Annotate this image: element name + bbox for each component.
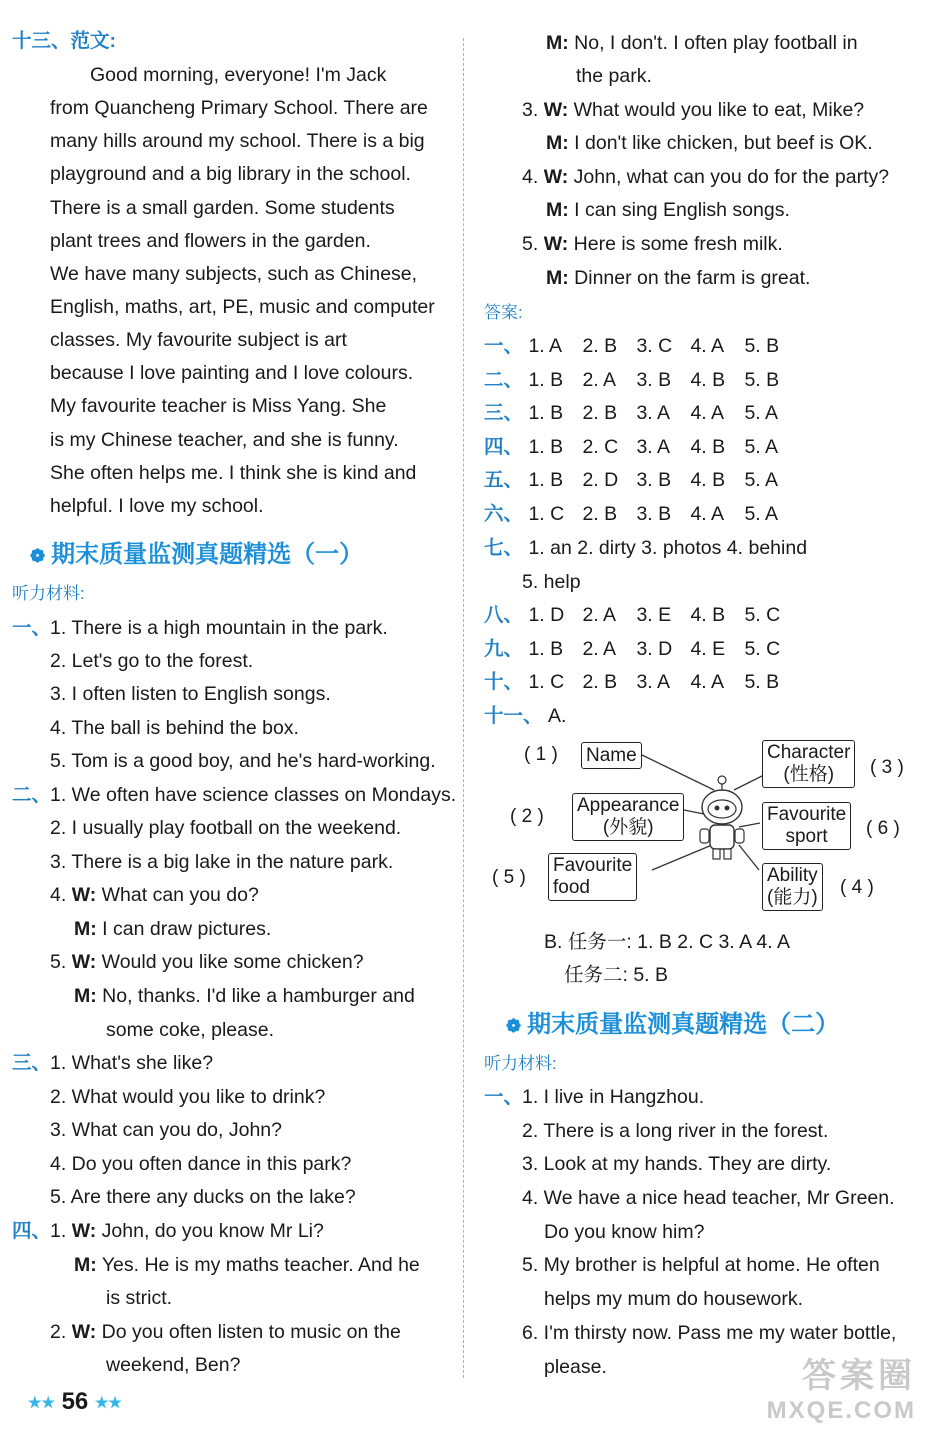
page-number: ★★ 56 ★★ (28, 1388, 122, 1415)
dialogue-line: the park. (576, 65, 652, 87)
list-item: 3. Look at my hands. They are dirty. (522, 1153, 832, 1175)
essay-line: plant trees and flowers in the garden. (50, 230, 371, 252)
paw-icon: ❁ (30, 546, 46, 566)
essay-line: many hills around my school. There is a big (50, 130, 425, 152)
favourite-sport-box: Favourite sport (762, 802, 851, 850)
listening-label: 听力材料: (484, 1054, 557, 1073)
list-item: 4. The ball is behind the box. (50, 717, 299, 739)
dialogue-line: 3. W: What would you like to eat, Mike? (522, 99, 865, 121)
essay-line: Good morning, everyone! I'm Jack (90, 64, 387, 86)
dialogue-line: M: No, thanks. I'd like a hamburger and (74, 985, 415, 1007)
dialogue-line: M: I can sing English songs. (546, 199, 790, 221)
appearance-box: Appearance (外貌) (572, 793, 684, 841)
blank-2: ( 2 ) (510, 806, 544, 827)
list-item: 5. Are there any ducks on the lake? (50, 1186, 356, 1208)
star-icon: ★ (41, 1394, 55, 1412)
column-divider (463, 38, 464, 1378)
essay-line: My favourite teacher is Miss Yang. She (50, 395, 387, 417)
list-item: 四、 (12, 1220, 52, 1242)
dialogue-line: M: Dinner on the farm is great. (546, 267, 811, 289)
answer-row: 一、 1. A 2. B 3. C 4. A 5. B (484, 335, 780, 357)
star-icon: ★ (94, 1394, 109, 1412)
dialogue-line: 1. W: John, do you know Mr Li? (50, 1220, 324, 1242)
essay-line: from Quancheng Primary School. There are (50, 97, 428, 119)
answer-row: 十一、 A. (484, 705, 567, 727)
list-item: 1. There is a high mountain in the park. (50, 617, 388, 639)
list-item: 2. What would you like to drink? (50, 1086, 326, 1108)
list-item: 4. Do you often dance in this park? (50, 1153, 352, 1175)
dialogue-line: 5. W: Would you like some chicken? (50, 951, 364, 973)
list-item: 2. Let's go to the forest. (50, 650, 254, 672)
watermark: 答案圈 MXQE.COM (766, 1357, 916, 1424)
dialogue-line: M: I can draw pictures. (74, 918, 272, 940)
list-item: 1. I live in Hangzhou. (522, 1086, 705, 1108)
listening-label: 听力材料: (12, 584, 85, 603)
list-item: 2. There is a long river in the forest. (522, 1120, 829, 1142)
list-item: 一、 (12, 617, 52, 639)
list-item: please. (544, 1356, 607, 1378)
answer-row: 六、 1. C 2. B 3. B 4. A 5. A (484, 503, 779, 525)
list-item: 5. My brother is helpful at home. He often (522, 1254, 880, 1276)
essay-line: classes. My favourite subject is art (50, 329, 347, 351)
answer-row: 三、 1. B 2. B 3. A 4. A 5. A (484, 402, 779, 424)
answer-row: 八、 1. D 2. A 3. E 4. B 5. C (484, 604, 781, 626)
list-item: 4. We have a nice head teacher, Mr Green. (522, 1187, 895, 1209)
essay-line: is my Chinese teacher, and she is funny. (50, 429, 399, 451)
dialogue-line: some coke, please. (106, 1019, 275, 1041)
blank-4: ( 4 ) (840, 877, 874, 898)
favourite-food-box: Favourite food (548, 853, 637, 901)
task-2-answers: 任务二: 5. B (564, 964, 669, 986)
list-item: 3. What can you do, John? (50, 1119, 282, 1141)
answer-row: 五、 1. B 2. D 3. B 4. B 5. A (484, 469, 779, 491)
blank-3: ( 3 ) (870, 757, 904, 778)
dialogue-line: M: Yes. He is my maths teacher. And he (74, 1254, 420, 1276)
dialogue-line: M: No, I don't. I often play football in (546, 32, 858, 54)
essay-line: We have many subjects, such as Chinese, (50, 263, 418, 285)
name-box: Name (581, 742, 642, 769)
essay-line: She often helps me. I think she is kind and (50, 462, 417, 484)
dialogue-line: 5. W: Here is some fresh milk. (522, 233, 783, 255)
answer-row: 十、 1. C 2. B 3. A 4. A 5. B (484, 671, 780, 693)
task-1-answers: B. 任务一: 1. B 2. C 3. A 4. A (544, 931, 791, 953)
answer-row: 5. help (522, 571, 581, 593)
star-icon: ★ (28, 1394, 42, 1412)
answer-row: 九、 1. B 2. A 3. D 4. E 5. C (484, 638, 781, 660)
star-icon: ★ (108, 1394, 122, 1412)
list-item: 2. I usually play football on the weekend. (50, 817, 402, 839)
dialogue-line: M: I don't like chicken, but beef is OK. (546, 132, 873, 154)
list-item: Do you know him? (544, 1221, 705, 1243)
list-item: 3. There is a big lake in the nature park. (50, 851, 394, 873)
blank-1: ( 1 ) (524, 744, 558, 765)
section-13-label: 十三、范文: (12, 30, 116, 52)
list-item: 1. We often have science classes on Mondays. (50, 784, 457, 806)
blank-6: ( 6 ) (866, 818, 900, 839)
answers-label: 答案: (484, 303, 523, 322)
blank-5: ( 5 ) (492, 867, 526, 888)
dialogue-line: weekend, Ben? (106, 1354, 241, 1376)
essay-line: There is a small garden. Some students (50, 197, 395, 219)
dialogue-line: 4. W: What can you do? (50, 884, 259, 906)
essay-line: English, maths, art, PE, music and computer (50, 296, 435, 318)
list-item: 5. Tom is a good boy, and he's hard-working. (50, 750, 436, 772)
essay-line: helpful. I love my school. (50, 495, 264, 517)
essay-line: playground and a big library in the school. (50, 163, 411, 185)
list-item: 6. I'm thirsty now. Pass me my water bottle, (522, 1322, 897, 1344)
answer-row: 二、 1. B 2. A 3. B 4. B 5. B (484, 369, 780, 391)
paw-icon: ❁ (506, 1016, 522, 1036)
section-heading-2: ❁ 期末质量监测真题精选（二） (506, 1011, 840, 1038)
list-item: 3. I often listen to English songs. (50, 683, 331, 705)
essay-line: because I love painting and I love colours. (50, 362, 414, 384)
dialogue-line: 4. W: John, what can you do for the party? (522, 166, 890, 188)
section-heading-1: ❁ 期末质量监测真题精选（一） (30, 541, 364, 568)
ability-box: Ability (能力) (762, 863, 823, 911)
answer-row: 四、 1. B 2. C 3. A 4. B 5. A (484, 436, 779, 458)
dialogue-line: is strict. (106, 1287, 173, 1309)
dialogue-line: 2. W: Do you often listen to music on the (50, 1321, 401, 1343)
list-item: 二、 (12, 784, 52, 806)
list-item: helps my mum do housework. (544, 1288, 804, 1310)
list-item: 1. What's she like? (50, 1052, 214, 1074)
list-item: 一、 (484, 1086, 524, 1108)
character-box: Character (性格) (762, 740, 855, 788)
list-item: 三、 (12, 1052, 52, 1074)
answer-row: 七、 1. an 2. dirty 3. photos 4. behind (484, 537, 808, 559)
